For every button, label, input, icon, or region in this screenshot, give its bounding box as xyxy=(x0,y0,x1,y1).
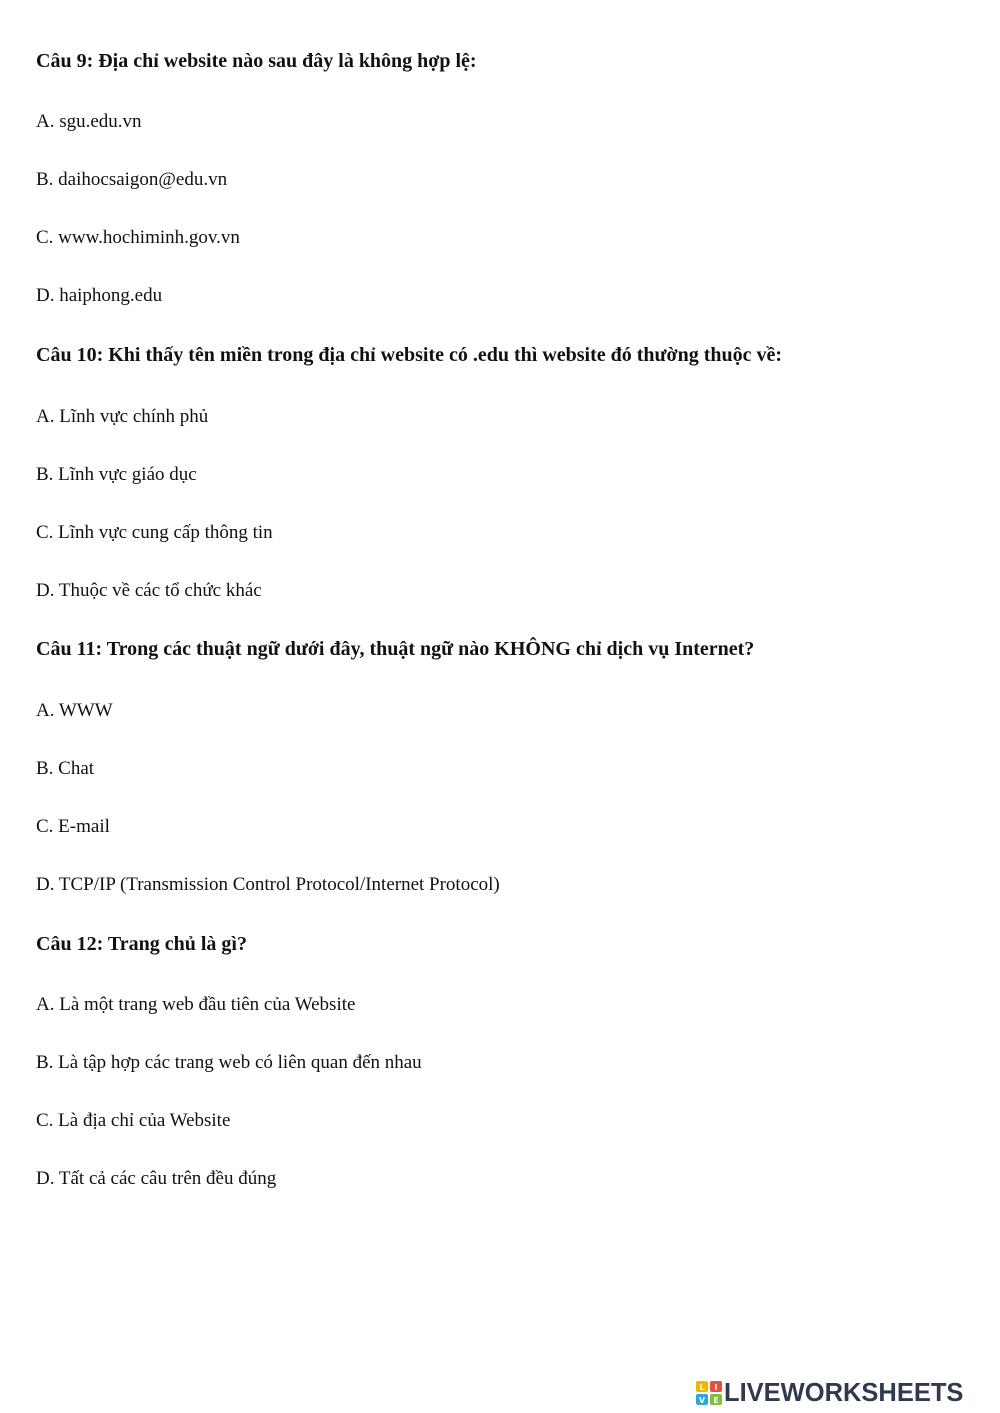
question-10-option-d: D. Thuộc về các tổ chức khác xyxy=(36,580,262,601)
svg-text:I: I xyxy=(714,1383,718,1392)
svg-text:E: E xyxy=(713,1396,719,1405)
question-12-option-b: B. Là tập hợp các trang web có liên quan đến nhau xyxy=(36,1052,422,1073)
question-12-title: Câu 12: Trang chủ là gì? xyxy=(36,933,247,955)
question-9-option-a: A. sgu.edu.vn xyxy=(36,111,142,132)
question-9-title: Câu 9: Địa chỉ website nào sau đây là không hợp lệ: xyxy=(36,50,477,72)
question-11-option-c: C. E-mail xyxy=(36,816,110,837)
question-12-option-d: D. Tất cả các câu trên đều đúng xyxy=(36,1168,277,1189)
question-10-option-c: C. Lĩnh vực cung cấp thông tin xyxy=(36,522,273,543)
question-10-option-b: B. Lĩnh vực giáo dục xyxy=(36,464,197,485)
liveworksheets-logo-icon xyxy=(696,1381,722,1405)
question-9-option-d: D. haiphong.edu xyxy=(36,285,163,306)
question-9-option-b: B. daihocsaigon@edu.vn xyxy=(36,169,228,190)
question-10-option-a: A. Lĩnh vực chính phủ xyxy=(36,406,209,427)
svg-text:V: V xyxy=(698,1396,706,1405)
question-11-option-b: B. Chat xyxy=(36,758,95,779)
question-11-option-d: D. TCP/IP (Transmission Control Protocol/Internet Protocol) xyxy=(36,874,500,895)
liveworksheets-wordmark: LIVEWORKSHEETS xyxy=(724,1378,964,1407)
svg-text:L: L xyxy=(699,1383,705,1392)
question-12-option-c: C. Là địa chỉ của Website xyxy=(36,1110,231,1131)
question-12-option-a: A. Là một trang web đầu tiên của Website xyxy=(36,994,356,1015)
question-11-option-a: A. WWW xyxy=(36,700,113,721)
question-9-option-c: C. www.hochiminh.gov.vn xyxy=(36,227,240,248)
liveworksheets-branding xyxy=(696,1378,963,1408)
question-10-title: Câu 10: Khi thấy tên miền trong địa chỉ website có .edu thì website đó thường thuộc về: xyxy=(36,344,783,366)
question-11-title: Câu 11: Trong các thuật ngữ dưới đây, thuật ngữ nào KHÔNG chỉ dịch vụ Internet? xyxy=(36,638,755,660)
